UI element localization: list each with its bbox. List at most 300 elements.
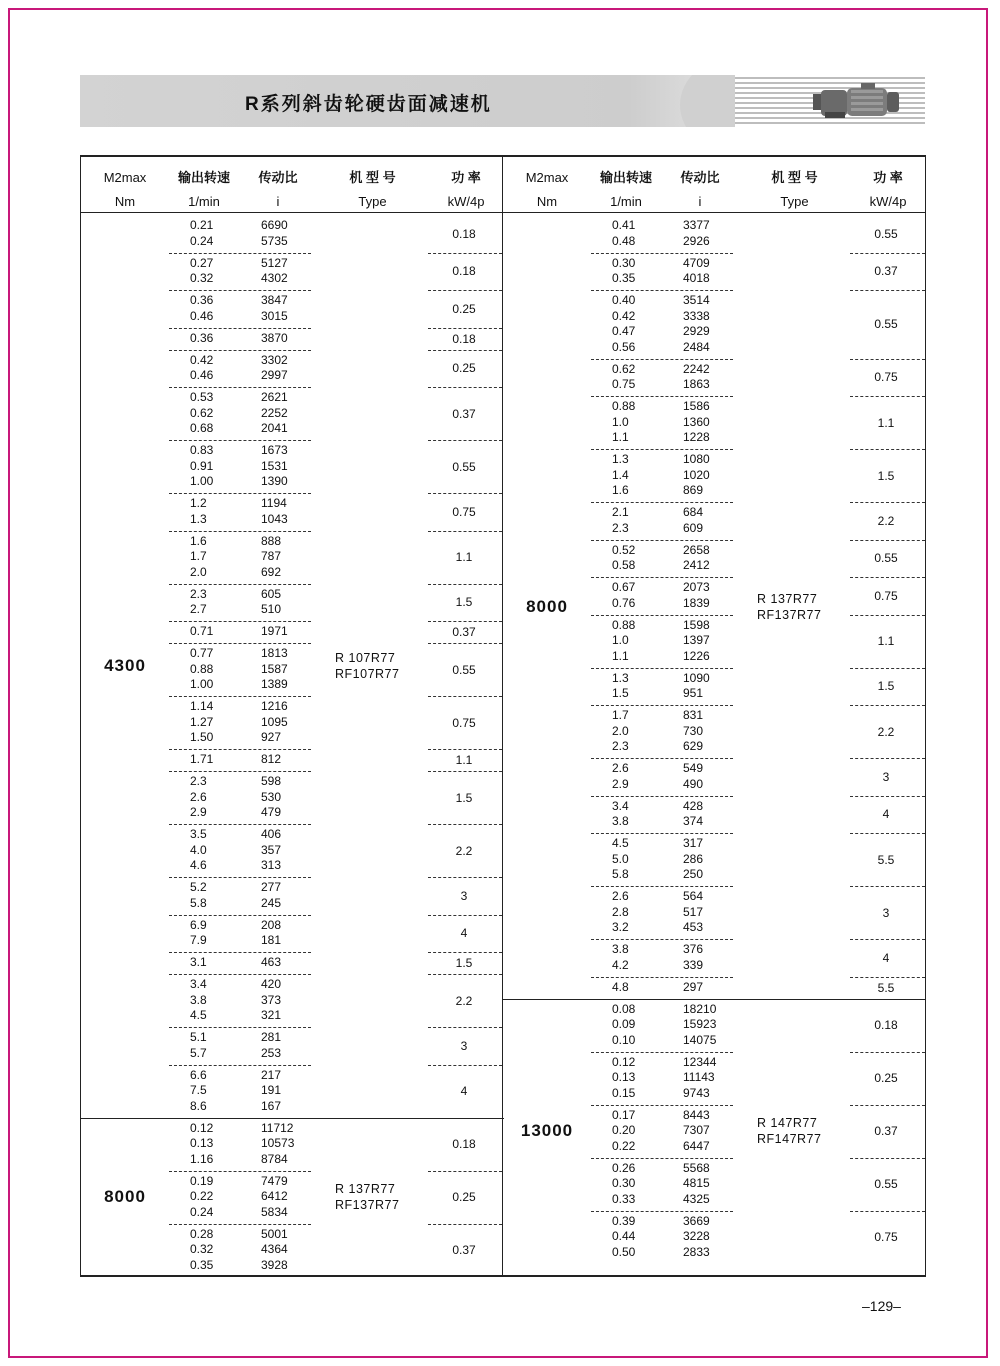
motor-power: 0.55 <box>874 226 898 241</box>
column-header-torque-line1: M2max <box>525 170 569 185</box>
output-speed: 0.21 <box>190 218 214 232</box>
transmission-ratio: 1839 <box>683 595 710 610</box>
transmission-ratio: 3514 <box>683 293 710 307</box>
motor-power: 3 <box>882 905 890 920</box>
output-speed: 0.26 <box>612 1160 636 1175</box>
transmission-ratio: 18210 <box>683 1001 717 1016</box>
output-speed: 0.27 <box>190 255 214 270</box>
transmission-ratio: 3847 <box>261 293 288 307</box>
transmission-ratio: 1216 <box>261 699 288 713</box>
output-speed: 1.0 <box>612 414 629 429</box>
transmission-ratio: 3228 <box>683 1229 710 1243</box>
transmission-ratio: 3338 <box>683 308 710 323</box>
data-group <box>503 977 925 999</box>
transmission-ratio: 453 <box>683 920 704 934</box>
transmission-ratio: 2041 <box>261 421 288 435</box>
motor-power: 0.75 <box>452 715 476 730</box>
output-speed: 1.3 <box>190 511 207 526</box>
output-speed: 4.5 <box>612 836 629 850</box>
data-group <box>503 215 925 253</box>
output-speed: 0.12 <box>190 1120 214 1135</box>
transmission-ratio: 3015 <box>261 308 288 323</box>
motor-power: 2.2 <box>877 513 895 528</box>
output-speed: 0.36 <box>190 293 214 307</box>
output-speed: 2.3 <box>612 520 629 535</box>
transmission-ratio: 463 <box>261 955 282 969</box>
output-speed: 1.00 <box>190 677 214 691</box>
output-speed: 1.5 <box>612 686 629 700</box>
output-speed: 0.77 <box>190 646 214 660</box>
data-group <box>503 502 925 540</box>
motor-power: 0.18 <box>874 1018 898 1032</box>
transmission-ratio: 2833 <box>683 1244 710 1259</box>
output-speed: 1.1 <box>612 648 629 663</box>
transmission-ratio: 1095 <box>261 714 288 729</box>
transmission-ratio: 191 <box>261 1083 282 1097</box>
transmission-ratio: 7307 <box>683 1123 710 1137</box>
output-speed: 0.36 <box>190 330 214 345</box>
output-speed: 0.71 <box>190 624 214 638</box>
output-speed: 1.7 <box>190 549 207 563</box>
output-speed: 0.24 <box>190 233 214 248</box>
output-speed: 0.75 <box>612 377 636 391</box>
transmission-ratio: 1020 <box>683 467 710 482</box>
data-group <box>81 215 503 253</box>
column-header-ratio <box>239 166 317 214</box>
output-speed: 0.32 <box>190 1242 214 1256</box>
output-speed: 4.6 <box>190 858 207 872</box>
transmission-ratio: 428 <box>683 798 704 813</box>
transmission-ratio: 2997 <box>261 368 288 382</box>
data-group <box>81 493 503 531</box>
output-speed: 2.3 <box>612 739 629 753</box>
transmission-ratio: 14075 <box>683 1032 717 1047</box>
header-banner <box>80 75 925 127</box>
transmission-ratio: 5568 <box>683 1160 710 1175</box>
output-speed: 1.2 <box>190 496 207 510</box>
transmission-ratio: 730 <box>683 723 704 738</box>
output-speed: 1.71 <box>190 752 214 766</box>
data-group <box>81 1118 503 1171</box>
model-type <box>335 1181 399 1213</box>
data-group <box>81 974 503 1027</box>
transmission-ratio: 6447 <box>683 1138 710 1153</box>
output-speed: 0.42 <box>190 352 214 367</box>
data-group <box>503 449 925 502</box>
motor-power: 0.37 <box>452 625 476 639</box>
transmission-ratio: 253 <box>261 1045 282 1060</box>
transmission-ratio: 1080 <box>683 452 710 466</box>
data-group <box>503 668 925 706</box>
transmission-ratio: 2242 <box>683 361 710 376</box>
motor-power: 3 <box>460 1038 468 1053</box>
data-group <box>81 771 503 824</box>
transmission-ratio: 517 <box>683 904 704 919</box>
model-type-line1: R 107R77 <box>335 651 396 666</box>
output-speed: 1.0 <box>612 633 629 647</box>
transmission-ratio: 1971 <box>261 624 288 638</box>
transmission-ratio: 605 <box>261 586 282 601</box>
motor-power: 0.55 <box>452 459 476 474</box>
torque-value: 13000 <box>520 1121 574 1140</box>
output-speed: 3.8 <box>612 942 629 956</box>
transmission-ratio: 2484 <box>683 339 710 354</box>
output-speed: 2.6 <box>612 761 629 775</box>
output-speed: 1.50 <box>190 730 214 744</box>
motor-power: 0.37 <box>452 1243 476 1257</box>
transmission-ratio: 15923 <box>683 1017 717 1031</box>
output-speed: 0.46 <box>190 368 214 382</box>
motor-power: 1.5 <box>455 790 473 805</box>
column-header-power-line1: 功 率 <box>451 170 481 185</box>
motor-power: 0.18 <box>452 226 476 241</box>
data-group <box>81 440 503 493</box>
model-type-line2: RF137R77 <box>335 1198 400 1212</box>
transmission-ratio: 297 <box>683 979 704 994</box>
output-speed: 5.8 <box>612 867 629 881</box>
output-speed: 6.6 <box>190 1067 207 1082</box>
model-type-line1: R 137R77 <box>335 1182 396 1196</box>
output-speed: 0.83 <box>190 443 214 457</box>
output-speed: 1.4 <box>612 467 629 482</box>
transmission-ratio: 812 <box>261 752 282 766</box>
output-speed: 5.2 <box>190 880 207 894</box>
transmission-ratio: 1598 <box>683 617 710 632</box>
data-group <box>81 877 503 915</box>
motor-power: 0.37 <box>874 1124 898 1138</box>
transmission-ratio: 831 <box>683 708 704 722</box>
data-group <box>503 359 925 397</box>
output-speed: 0.17 <box>612 1107 636 1122</box>
output-speed: 5.1 <box>190 1030 207 1044</box>
transmission-ratio: 1531 <box>261 458 288 473</box>
output-speed: 0.32 <box>190 271 214 285</box>
column-header-ratio-line2: i <box>276 194 280 209</box>
transmission-ratio: 4364 <box>261 1242 288 1256</box>
motor-power: 5.5 <box>877 852 895 867</box>
output-speed: 0.19 <box>190 1173 214 1188</box>
transmission-ratio: 1389 <box>261 677 288 691</box>
model-type-line1: R 147R77 <box>757 1116 818 1130</box>
transmission-ratio: 1397 <box>683 633 710 647</box>
column-header-type <box>317 166 428 214</box>
transmission-ratio: 1863 <box>683 377 710 391</box>
output-speed: 0.35 <box>190 1257 214 1272</box>
column-header-power-line2: kW/4p <box>869 194 907 209</box>
motor-power: 0.37 <box>452 406 476 421</box>
motor-power: 4 <box>882 950 890 965</box>
output-speed: 1.1 <box>612 430 629 444</box>
data-group <box>81 290 503 328</box>
output-speed: 3.1 <box>190 955 207 969</box>
column-header-torque <box>81 166 169 214</box>
output-speed: 0.30 <box>612 1176 636 1190</box>
transmission-ratio: 250 <box>683 867 704 881</box>
output-speed: 0.62 <box>190 405 214 420</box>
output-speed: 0.46 <box>190 308 214 323</box>
transmission-ratio: 787 <box>261 549 282 563</box>
output-speed: 3.4 <box>190 977 207 991</box>
motor-power: 0.18 <box>452 331 476 346</box>
transmission-ratio: 4018 <box>683 271 710 285</box>
column-header-power-line1: 功 率 <box>873 170 903 185</box>
transmission-ratio: 2658 <box>683 542 710 557</box>
output-speed: 0.13 <box>612 1070 636 1084</box>
output-speed: 3.8 <box>612 814 629 828</box>
motor-power: 0.75 <box>874 370 898 385</box>
data-group <box>81 1065 503 1118</box>
output-speed: 0.58 <box>612 558 636 572</box>
data-group <box>81 350 503 388</box>
transmission-ratio: 167 <box>261 1098 282 1113</box>
transmission-ratio: 1390 <box>261 474 288 488</box>
output-speed: 3.5 <box>190 827 207 841</box>
data-group <box>81 531 503 584</box>
table-header <box>81 157 503 213</box>
data-group <box>503 1158 925 1211</box>
transmission-ratio: 11712 <box>261 1120 294 1135</box>
data-group <box>81 584 503 622</box>
column-header-speed-line1: 输出转速 <box>177 170 230 185</box>
transmission-ratio: 1090 <box>683 670 710 685</box>
table-header <box>503 157 925 213</box>
transmission-ratio: 1228 <box>683 430 710 444</box>
transmission-ratio: 1194 <box>261 496 287 510</box>
output-speed: 2.3 <box>190 586 207 601</box>
output-speed: 1.14 <box>190 699 214 713</box>
motor-power: 0.55 <box>874 551 898 566</box>
motor-power: 0.75 <box>874 588 898 603</box>
page-number: –129– <box>862 1298 901 1314</box>
transmission-ratio: 530 <box>261 789 282 804</box>
output-speed: 0.28 <box>190 1226 214 1241</box>
motor-power: 0.75 <box>452 504 476 519</box>
output-speed: 1.3 <box>612 670 629 685</box>
output-speed: 0.10 <box>612 1032 636 1047</box>
torque-value: 8000 <box>104 1187 146 1206</box>
page-title: R系列斜齿轮硬齿面减速机 <box>245 94 492 115</box>
transmission-ratio: 7479 <box>261 1173 288 1188</box>
model-type <box>335 650 399 682</box>
transmission-ratio: 598 <box>261 774 282 788</box>
motor-power: 0.37 <box>874 264 898 279</box>
output-speed: 0.13 <box>190 1136 214 1150</box>
motor-power: 0.55 <box>874 1177 898 1191</box>
data-group <box>81 621 503 643</box>
output-speed: 0.67 <box>612 580 636 594</box>
output-speed: 1.6 <box>190 533 207 548</box>
output-speed: 0.40 <box>612 293 636 307</box>
spec-table-left <box>80 155 503 1277</box>
output-speed: 0.22 <box>190 1189 214 1203</box>
output-speed: 0.33 <box>612 1191 636 1206</box>
motor-power: 1.1 <box>877 415 895 430</box>
column-header-type-line2: Type <box>780 194 809 209</box>
transmission-ratio: 629 <box>683 739 704 753</box>
data-group <box>81 749 503 771</box>
transmission-ratio: 8784 <box>261 1151 288 1166</box>
transmission-ratio: 888 <box>261 533 282 548</box>
output-speed: 1.7 <box>612 708 629 722</box>
transmission-ratio: 8443 <box>683 1107 710 1122</box>
column-header-speed <box>591 166 661 214</box>
transmission-ratio: 3302 <box>261 352 288 367</box>
transmission-ratio: 5735 <box>261 233 288 248</box>
motor-power: 3 <box>460 888 468 903</box>
column-header-torque <box>503 166 591 214</box>
column-header-type <box>739 166 850 214</box>
transmission-ratio: 10573 <box>261 1136 295 1150</box>
transmission-ratio: 3669 <box>683 1213 710 1228</box>
transmission-ratio: 339 <box>683 957 704 972</box>
transmission-ratio: 479 <box>261 805 282 819</box>
transmission-ratio: 357 <box>261 842 282 857</box>
gear-motor-icon <box>805 82 905 122</box>
transmission-ratio: 1587 <box>261 661 288 676</box>
output-speed: 0.08 <box>612 1001 636 1016</box>
output-speed: 2.6 <box>612 889 629 903</box>
data-group <box>503 615 925 668</box>
column-header-ratio-line2: i <box>698 194 702 209</box>
transmission-ratio: 208 <box>261 917 282 932</box>
transmission-ratio: 1813 <box>261 646 288 660</box>
data-group <box>81 253 503 291</box>
data-group <box>81 328 503 350</box>
motor-power: 0.25 <box>452 1190 476 1204</box>
transmission-ratio: 313 <box>261 858 282 872</box>
column-header-ratio-line1: 传动比 <box>258 170 298 185</box>
transmission-ratio: 277 <box>261 880 282 894</box>
motor-power: 1.5 <box>877 468 895 483</box>
transmission-ratio: 6690 <box>261 218 288 232</box>
output-speed: 2.6 <box>190 789 207 804</box>
data-group <box>81 915 503 953</box>
motor-power: 4 <box>460 1084 468 1098</box>
transmission-ratio: 2926 <box>683 233 710 248</box>
transmission-ratio: 376 <box>683 942 704 956</box>
output-speed: 0.47 <box>612 324 636 338</box>
data-group <box>503 540 925 578</box>
motor-power: 1.5 <box>877 679 895 694</box>
transmission-ratio: 245 <box>261 895 282 910</box>
motor-power: 0.18 <box>452 264 476 279</box>
torque-value: 8000 <box>526 596 568 616</box>
transmission-ratio: 684 <box>683 505 704 519</box>
output-speed: 1.27 <box>190 714 214 729</box>
motor-power: 3 <box>882 769 890 784</box>
data-group <box>81 696 503 749</box>
data-group <box>81 1027 503 1065</box>
model-type <box>757 591 821 623</box>
column-header-power <box>428 166 504 214</box>
motor-power: 2.2 <box>877 724 895 739</box>
output-speed: 1.6 <box>612 483 629 497</box>
data-group <box>503 886 925 939</box>
transmission-ratio: 3870 <box>261 330 288 345</box>
column-header-power-line2: kW/4p <box>447 194 485 209</box>
column-header-type-line2: Type <box>358 194 387 209</box>
output-speed: 0.20 <box>612 1123 636 1137</box>
transmission-ratio: 5834 <box>261 1204 288 1219</box>
data-group <box>503 1211 925 1264</box>
column-header-type-line1: 机 型 号 <box>349 170 396 185</box>
transmission-ratio: 2073 <box>683 580 710 594</box>
transmission-ratio: 692 <box>261 564 282 579</box>
motor-power: 1.1 <box>455 550 473 564</box>
output-speed: 0.09 <box>612 1017 636 1031</box>
output-speed: 2.8 <box>612 904 629 919</box>
motor-power: 1.5 <box>455 595 473 610</box>
transmission-ratio: 286 <box>683 851 704 866</box>
output-speed: 0.42 <box>612 308 636 323</box>
output-speed: 5.8 <box>190 895 207 910</box>
output-speed: 0.44 <box>612 1229 636 1243</box>
data-group <box>503 1052 925 1105</box>
transmission-ratio: 373 <box>261 992 282 1007</box>
column-header-speed <box>169 166 239 214</box>
transmission-ratio: 3377 <box>683 218 710 232</box>
transmission-ratio: 6412 <box>261 1189 288 1203</box>
transmission-ratio: 12344 <box>683 1054 717 1069</box>
data-group <box>503 253 925 291</box>
output-speed: 0.62 <box>612 361 636 376</box>
data-group <box>81 952 503 974</box>
motor-power: 0.25 <box>452 361 476 376</box>
output-speed: 7.5 <box>190 1083 207 1097</box>
transmission-ratio: 1586 <box>683 399 710 413</box>
transmission-ratio: 1043 <box>261 511 288 526</box>
spec-table-right <box>502 155 926 1277</box>
transmission-ratio: 1226 <box>683 648 710 663</box>
transmission-ratio: 4709 <box>683 255 710 270</box>
data-group <box>503 758 925 796</box>
transmission-ratio: 927 <box>261 730 282 744</box>
motor-power: 0.55 <box>452 662 476 677</box>
column-header-ratio-line1: 传动比 <box>680 170 720 185</box>
output-speed: 4.8 <box>612 979 629 994</box>
output-speed: 0.24 <box>190 1204 214 1219</box>
transmission-ratio: 4302 <box>261 271 288 285</box>
output-speed: 0.91 <box>190 458 214 473</box>
motor-power: 4 <box>882 807 890 822</box>
transmission-ratio: 11143 <box>683 1070 715 1084</box>
data-group <box>503 705 925 758</box>
output-speed: 5.7 <box>190 1045 207 1060</box>
motor-power: 0.75 <box>874 1230 898 1244</box>
transmission-ratio: 321 <box>261 1008 282 1022</box>
transmission-ratio: 217 <box>261 1067 282 1082</box>
transmission-ratio: 1673 <box>261 443 288 457</box>
motor-power: 1.5 <box>455 956 473 970</box>
output-speed: 0.48 <box>612 233 636 248</box>
output-speed: 0.68 <box>190 421 214 435</box>
output-speed: 2.0 <box>612 723 629 738</box>
motor-power: 0.18 <box>452 1137 476 1151</box>
output-speed: 2.1 <box>612 505 629 519</box>
motor-power: 1.1 <box>877 634 895 648</box>
column-header-type-line1: 机 型 号 <box>771 170 818 185</box>
column-header-speed-line2: 1/min <box>188 194 220 209</box>
output-speed: 4.5 <box>190 1008 207 1022</box>
transmission-ratio: 490 <box>683 776 704 791</box>
column-header-torque-line2: Nm <box>536 194 558 209</box>
column-header-power <box>850 166 926 214</box>
transmission-ratio: 181 <box>261 933 282 947</box>
output-speed: 6.9 <box>190 917 207 932</box>
transmission-ratio: 2252 <box>261 405 288 420</box>
output-speed: 3.8 <box>190 992 207 1007</box>
output-speed: 2.7 <box>190 602 207 616</box>
